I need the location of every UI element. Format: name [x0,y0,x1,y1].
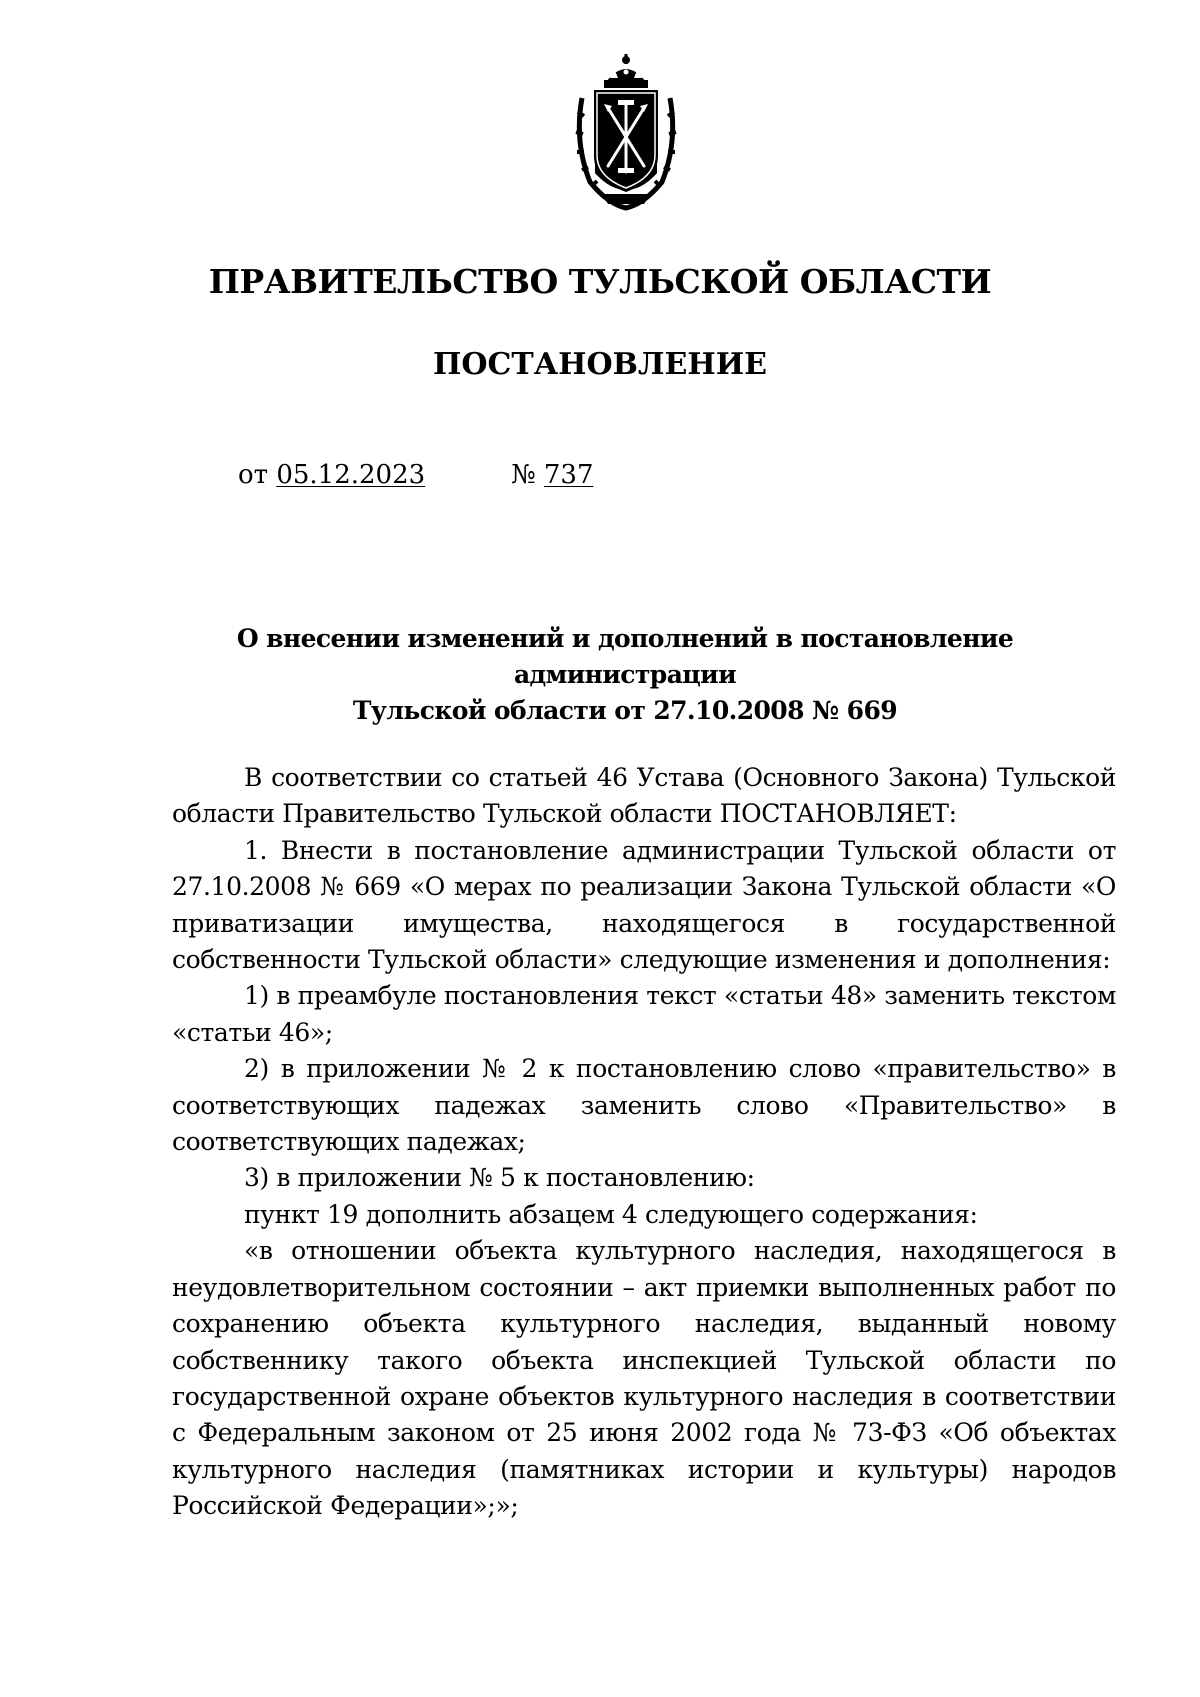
coat-of-arms-emblem [568,52,684,212]
document-subject [160,621,1090,729]
document-date: 05.12.2023 [276,460,426,490]
crown-icon [604,54,648,88]
date-prefix: от [238,460,277,490]
body-paragraph-1-1: 1) в преамбуле постановления текст «статьи 48» заменить текстом «статьи 46»; [172,981,1116,1047]
body-paragraph-quote: «в отношении объекта культурного наследия, находящегося в неудовлетворительном состоянии – акт приемки выполненных работ по сохранению объекта культурного наследия, выданный новому собственнику такого объекта инспекцией Тульской области по государственной охране объектов культурного наследия в соответствии с Федеральным законом от 25 июня 2002 года № 73-ФЗ «Об объектах культурного наследия (памятниках истории и культуры) народов Российской Федерации»;»; [172,1236,1116,1521]
body-paragraph-1: 1. Внести в постановление администрации Тульской области от 27.10.2008 № 669 «О мерах по реализации Закона Тульской области «О приватизации имущества, находящегося в государственной собственности Тульской области» следующие изменения и дополнения: [172,835,1116,975]
body-paragraph-1-3: 3) в приложении № 5 к постановлению: [244,1163,755,1193]
subject-line-1: О внесении изменений и дополнений в постановление администрации [236,624,1014,689]
body-paragraph-point-19: пункт 19 дополнить абзацем 4 следующего содержания: [244,1199,978,1229]
document-number-line [511,460,594,490]
body-paragraph-1-2: 2) в приложении № 2 к постановлению слово «правительство» в соответствующих падежах заменить слово «Правительство» в соответствующих падежах; [172,1054,1116,1157]
body-paragraph-preamble: В соответствии со статьей 46 Устава (Основного Закона) Тульской области Правительство Тульской области ПОСТАНОВЛЯЕТ: [172,763,1116,829]
document-date-line [238,460,425,490]
subject-line-2: Тульской области от 27.10.2008 № 669 [352,696,898,725]
document-number: 737 [543,460,594,490]
government-title: ПРАВИТЕЛЬСТВО ТУЛЬСКОЙ ОБЛАСТИ [208,262,992,301]
document-type-title: ПОСТАНОВЛЕНИЕ [433,347,767,382]
document-body [172,760,1116,1525]
number-prefix: № [511,460,544,490]
